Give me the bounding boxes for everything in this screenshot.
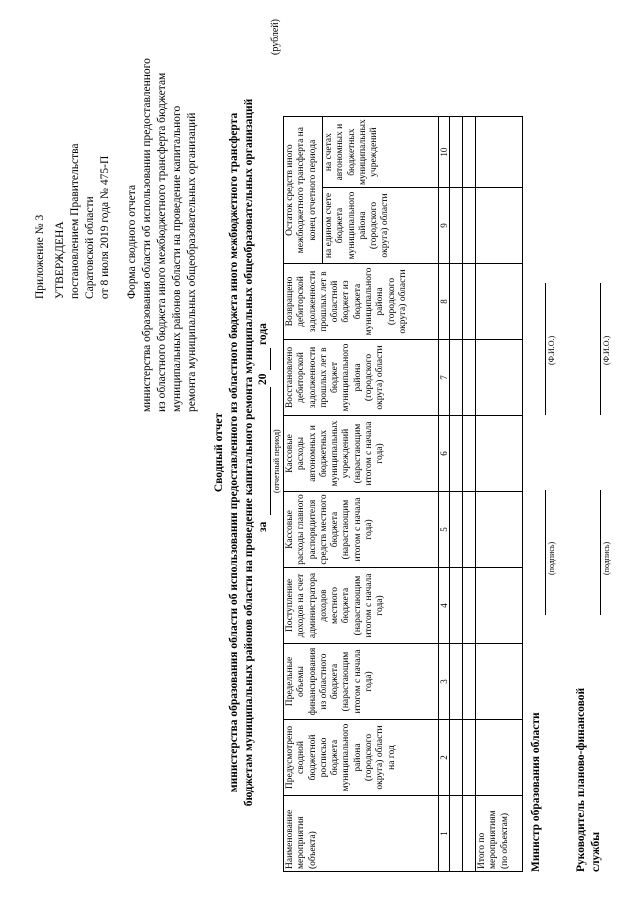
table-cell[interactable] bbox=[450, 796, 463, 872]
period-prefix: за bbox=[257, 521, 269, 532]
table-cell[interactable] bbox=[476, 644, 523, 720]
approved-line-3: от 8 июля 2019 года № 475-П bbox=[99, 155, 111, 299]
remainder-header: Остаток средств иного межбюджетного трансферта на конец отчетного периода bbox=[284, 117, 323, 264]
table-cell[interactable] bbox=[450, 644, 463, 720]
table-cell[interactable] bbox=[476, 188, 523, 264]
head-label-line-2: службы bbox=[590, 831, 602, 872]
units-label: (рублей) bbox=[270, 18, 281, 55]
form-title-line-5: ремонта муниципальных общеобразовательных организаций bbox=[186, 112, 198, 412]
period-year-prefix: 20 bbox=[257, 373, 269, 385]
head-signature-line[interactable] bbox=[600, 490, 601, 615]
table-row bbox=[463, 117, 476, 872]
col-number-9: 9 bbox=[439, 188, 450, 264]
col-number-8: 8 bbox=[439, 264, 450, 340]
approved-line-1: постановлением Правительства bbox=[69, 143, 81, 299]
table-cell[interactable] bbox=[463, 340, 476, 416]
table-row bbox=[450, 117, 463, 872]
period-suffix: года bbox=[257, 323, 269, 345]
table-cell[interactable] bbox=[463, 644, 476, 720]
approved-label: УТВЕРЖДЕНА bbox=[54, 221, 66, 299]
year-blank-line[interactable] bbox=[270, 348, 271, 370]
report-title-line-2: бюджетам муниципальных районов области на проведение капитального ремонта муниципальных общеобразовательных организаций bbox=[243, 98, 255, 807]
table-cell[interactable] bbox=[476, 720, 523, 796]
table-number-row bbox=[439, 117, 450, 872]
col-number-2: 2 bbox=[439, 720, 450, 796]
appendix-number: Приложение № 3 bbox=[34, 214, 46, 299]
table-cell[interactable] bbox=[450, 117, 463, 188]
minister-signature-caption: (подпись) bbox=[547, 541, 556, 575]
col-number-10: 10 bbox=[439, 117, 450, 188]
table-cell[interactable] bbox=[450, 720, 463, 796]
table-cell[interactable] bbox=[463, 796, 476, 872]
col-header-2: Предусмотрено сводной бюджетной росписью бюджета муниципального района (городского округа) области на год bbox=[284, 720, 439, 796]
head-name-caption: (Ф.И.О.) bbox=[602, 335, 611, 365]
table-cell[interactable] bbox=[476, 492, 523, 568]
col-number-4: 4 bbox=[439, 568, 450, 644]
table-cell[interactable] bbox=[463, 568, 476, 644]
table-cell[interactable] bbox=[463, 416, 476, 492]
col-header-10: на счетах автономных и бюджетных муниципальных учреждений bbox=[323, 117, 439, 188]
report-heading: Сводный отчет bbox=[213, 412, 225, 493]
col-header-9: на едином счете бюджета муниципального района (городского округа) области bbox=[323, 188, 439, 264]
col-number-1: 1 bbox=[439, 796, 450, 872]
approved-line-2: Саратовской области bbox=[84, 196, 96, 299]
table-cell[interactable] bbox=[463, 720, 476, 796]
table-cell[interactable] bbox=[463, 492, 476, 568]
col-number-5: 5 bbox=[439, 492, 450, 568]
table-cell[interactable] bbox=[463, 117, 476, 188]
table-cell[interactable] bbox=[476, 117, 523, 188]
table-cell[interactable] bbox=[463, 188, 476, 264]
period-caption: (отчетный период) bbox=[272, 429, 281, 493]
form-title-line-4: муниципальных районов области на проведение капитального bbox=[171, 105, 183, 412]
table-header-row bbox=[284, 117, 323, 872]
col-header-6: Кассовые расходы автономных и бюджетных муниципальных учреждений (нарастающим итогом с начала года) bbox=[284, 416, 439, 492]
minister-signature-line[interactable] bbox=[545, 490, 546, 615]
minister-label: Министр образования области bbox=[530, 712, 542, 872]
period-blank-line[interactable] bbox=[270, 387, 271, 515]
form-title-line-2: министерства образования области об использовании предоставленного bbox=[141, 58, 153, 412]
table-cell[interactable] bbox=[450, 188, 463, 264]
table-cell[interactable] bbox=[463, 264, 476, 340]
col-header-4: Поступление доходов на счет администратора доходов местного бюджета (нарастающим итогом с начала года) bbox=[284, 568, 439, 644]
head-signature-caption: (подпись) bbox=[602, 541, 611, 575]
table-cell[interactable] bbox=[476, 568, 523, 644]
table-cell[interactable] bbox=[450, 264, 463, 340]
head-name-line[interactable] bbox=[600, 283, 601, 415]
head-label-line-1: Руководитель планово-финансовой bbox=[575, 687, 587, 872]
report-title-line-1: министерства образования области об использовании предоставленного из областного бюджета иного межбюджетного трансферта bbox=[228, 112, 240, 793]
form-title-line-1: Форма сводного отчета bbox=[126, 184, 138, 299]
table-cell[interactable] bbox=[476, 340, 523, 416]
col-number-6: 6 bbox=[439, 416, 450, 492]
col-header-5: Кассовые расходы главного распорядителя средств местного бюджета (нарастающим итогом с начала года) bbox=[284, 492, 439, 568]
col-header-3: Предельные объемы финансирования из областного бюджета (нарастающим итогом с начала года) bbox=[284, 644, 439, 720]
table-cell[interactable] bbox=[450, 568, 463, 644]
col-header-8: Возвращено дебиторской задолженности прошлых лет в областной бюджет из бюджета муниципального района (городского округа) области bbox=[284, 264, 439, 340]
form-title-line-3: из областного бюджета иного межбюджетного трансферта бюджетам bbox=[156, 72, 168, 412]
col-number-7: 7 bbox=[439, 340, 450, 416]
table-cell[interactable] bbox=[476, 416, 523, 492]
report-table bbox=[283, 116, 523, 872]
table-cell[interactable] bbox=[476, 264, 523, 340]
total-label: Итого по мероприятиям (по объектам) bbox=[476, 796, 523, 872]
minister-name-line[interactable] bbox=[545, 283, 546, 415]
table-cell[interactable] bbox=[450, 340, 463, 416]
table-total-row bbox=[476, 117, 523, 872]
table-cell[interactable] bbox=[450, 492, 463, 568]
col-header-7: Восстановлено дебиторской задолженности прошлых лет в бюджет муниципального района (городского округа) области bbox=[284, 340, 439, 416]
col-number-3: 3 bbox=[439, 644, 450, 720]
minister-name-caption: (Ф.И.О.) bbox=[547, 335, 556, 365]
table-cell[interactable] bbox=[450, 416, 463, 492]
col-header-1: Наименование мероприятия (объекта) bbox=[284, 796, 439, 872]
